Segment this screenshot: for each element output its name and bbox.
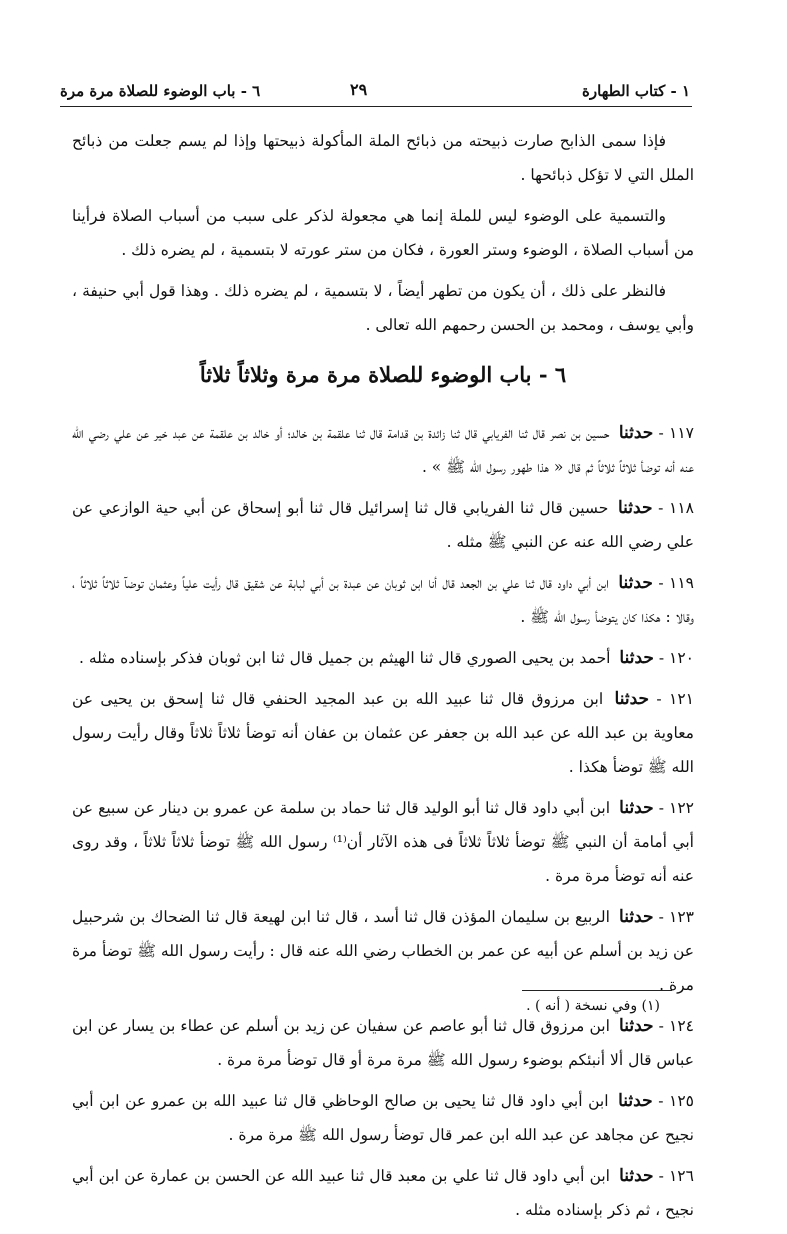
haddathana-word: حدثنا: [619, 1166, 654, 1186]
running-header: [60, 82, 690, 106]
hadith-number: ١٢٢ -: [658, 799, 694, 817]
haddathana-word: حدثنا: [614, 689, 650, 709]
hadith-number: ١٢٦ -: [658, 1167, 694, 1185]
hadith-text: ابن أبي داود قال ثنا يحيى بن صالح الوحاظي قال ثنا عبيد الله بن عمرو عن ابن أبي نجيح عن مجاهد عن عبد الله ابن عمر قال توضأ رسول الله ﷺ مرة مرة .: [72, 1092, 694, 1144]
haddathana-word: حدثنا: [618, 423, 654, 443]
header-chapter-title: ٦ - باب الوضوء للصلاة مرة مرة: [60, 82, 261, 100]
hadith-text: الربيع بن سليمان المؤذن قال ثنا أسد ، قال ثنا ابن لهيعة قال ثنا الضحاك بن شرحبيل عن زيد بن أسلم عن أبيه عن عمر بن الخطاب رضي الله عنه قال : رأيت رسول الله ﷺ توضأ مرة مرة .: [72, 908, 694, 994]
intro-paragraph: فإذا سمى الذابح صارت ذبيحته من ذبائح الملة المأكولة ذبيحتها وإذا لم يسم جعلت من ذبائح الملل التي لا تؤكل ذبائحها .: [72, 132, 694, 184]
footnote: (١) وفي نسخة ( أنه ) .: [526, 998, 660, 1014]
hadith-text: حسين بن نصر قال ثنا الفريابي قال ثنا زائدة بن قدامة قال ثنا علقمة بن خالد؛ أو خالد بن علقمة عن عبد خير عن علي رضي الله عنه أنه توضأ ثلاثاً ثلاثاً ثم قال « هذا طهور رسول الله ﷺ » .: [72, 424, 694, 476]
hadith-text: ابن مرزوق قال ثنا عبيد الله بن عبد المجيد الحنفي قال ثنا إسحق بن يحيى عن معاوية بن عبد الله عن عبد الله بن جعفر عن عثمان بن عفان أنه توضأ ثلاثاً ثلاثاً وقال رأيت رسول الله ﷺ توضأ هكذا .: [72, 690, 694, 776]
hadith-entry: [72, 416, 694, 484]
hadith-text: حسين قال ثنا الفريابي قال ثنا إسرائيل قال ثنا أبو إسحاق عن أبي حية الوازعي عن علي رضي الله عنه عن النبي ﷺ مثله .: [72, 499, 694, 551]
hadith-entry: [72, 1009, 694, 1077]
hadith-entry: [72, 1159, 694, 1227]
hadith-number: ١٢٥ -: [658, 1092, 694, 1110]
header-book-title: ١ - كتاب الطهارة: [582, 82, 690, 100]
hadith-entry: [72, 900, 694, 1002]
hadith-number: ١٢١ -: [656, 690, 695, 708]
hadith-number: ١٢٠ -: [658, 649, 694, 667]
haddathana-word: حدثنا: [619, 907, 654, 927]
haddathana-word: حدثنا: [618, 573, 653, 593]
hadith-text: ابن أبي داود قال ثنا علي بن الجعد قال أنا ابن ثوبان عن عبدة بن أبي لبابة عن شقيق قال رأيت علياً وعثمان توضآ ثلاثاً ثلاثاً ، وقالا : هكذا كان يتوضأ رسول الله ﷺ .: [72, 574, 694, 626]
intro-paragraph: والتسمية على الوضوء ليس للملة إنما هي مجعولة لذكر على سبب من أسباب الصلاة فرأينا من أسباب الصلاة ، الوضوء وستر العورة ، فكان من ستر عورته لا بتسمية ، لم يضره ذلك .: [72, 207, 694, 259]
hadith-entry: [72, 1084, 694, 1152]
hadith-number: ١١٨ -: [658, 499, 695, 517]
hadith-entry: [72, 682, 694, 784]
hadith-number: ١٢٤ -: [658, 1017, 694, 1035]
hadith-number: ١١٩ -: [658, 574, 694, 592]
haddathana-word: حدثنا: [619, 1016, 654, 1036]
hadith-number: ١١٧ -: [658, 424, 694, 442]
footnote-rule: [522, 990, 672, 991]
intro-paragraph: فالنظر على ذلك ، أن يكون من تطهر أيضاً ، لا بتسمية ، لم يضره ذلك . وهذا قول أبي حنيفة ، وأبي يوسف ، ومحمد بن الحسن رحمهم الله تعالى .: [72, 282, 694, 334]
haddathana-word: حدثنا: [618, 498, 653, 518]
chapter-heading: ٦ - باب الوضوء للصلاة مرة مرة وثلاثاً ثلاثاً: [199, 362, 567, 387]
hadith-text: ابن أبي داود قال ثنا أبو الوليد قال ثنا حماد بن سلمة عن عمرو بن دينار عن سبيع عن أبي أمامة أن النبي ﷺ توضأ ثلاثاً ثلاثاً فى هذه الآثار أن⁽¹⁾ رسول الله ﷺ توضأ ثلاثاً ثلاثاً ، وقد روى عنه أنه توضأ مرة مرة .: [72, 799, 694, 885]
hadith-text: ابن أبي داود قال ثنا علي بن معبد قال ثنا عبيد الله عن الحسن بن عمارة عن ابن أبي نجيح ، ثم ذكر بإسناده مثله .: [72, 1167, 694, 1219]
header-rule: [60, 106, 692, 107]
hadith-entry: [72, 566, 694, 634]
page-number: ٢٩: [350, 80, 368, 99]
hadith-text: أحمد بن يحيى الصوري قال ثنا الهيثم بن جميل قال ثنا ابن ثوبان فذكر بإسناده مثله .: [78, 649, 611, 667]
hadith-number: ١٢٣ -: [658, 908, 694, 926]
hadith-text: ابن مرزوق قال ثنا أبو عاصم عن سفيان عن زيد بن أسلم عن عطاء بن يسار عن ابن عباس قال ألا أنبئكم بوضوء رسول الله ﷺ مرة مرة أو قال توضأ مرة مرة .: [72, 1017, 694, 1069]
page-body: [72, 124, 694, 1234]
hadith-entry: [72, 641, 694, 675]
haddathana-word: حدثنا: [619, 798, 654, 818]
hadith-entry: [72, 491, 694, 559]
haddathana-word: حدثنا: [618, 1091, 653, 1111]
haddathana-word: حدثنا: [619, 648, 654, 668]
hadith-entry: [72, 791, 694, 893]
